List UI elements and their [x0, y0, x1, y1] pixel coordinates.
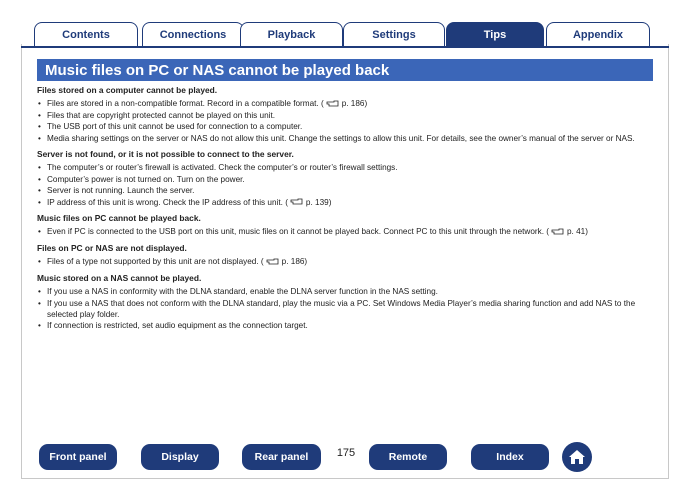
list-item: • The USB port of this unit cannot be used for connection to a computer. — [37, 121, 657, 132]
section-heading: Files on PC or NAS are not displayed. — [37, 242, 187, 253]
list-item: • If you use a NAS in conformity with the DLNA standard, enable the DLNA server function in the NAS setting. — [37, 286, 657, 297]
list-item: • Media sharing settings on the server or NAS do not allow this unit. Change the settings to allow this unit. For details, see the owner’s manual of the server or NAS. — [37, 133, 657, 144]
bullet-list — [37, 226, 657, 237]
page-reference-link[interactable]: ( p. 186) — [320, 99, 368, 109]
section-heading: Server is not found, or it is not possible to connect to the server. — [37, 149, 294, 160]
tab-tips[interactable]: Tips — [446, 22, 544, 46]
list-item: • If you use a NAS that does not conform with the DLNA standard, play the music via a PC. Set Windows Media Player’s media sharing function and add NAS to the selected play folder. — [37, 298, 657, 321]
remote-button[interactable]: Remote — [369, 444, 447, 470]
pointing-hand-icon — [326, 100, 340, 107]
pointing-hand-icon — [266, 258, 280, 265]
list-item: • Files are stored in a non-compatible format. Record in a compatible format. ( p. 186) — [37, 98, 657, 109]
display-button[interactable]: Display — [141, 444, 219, 470]
tab-bar — [34, 22, 656, 48]
bullet-list — [37, 256, 657, 267]
rear-panel-button[interactable]: Rear panel — [242, 444, 321, 470]
tab-underline — [21, 46, 669, 48]
content — [37, 85, 657, 337]
index-button[interactable]: Index — [471, 444, 549, 470]
list-item: • Even if PC is connected to the USB port on this unit, music files on it cannot be played back. Connect PC to this unit through the network. ( p. 41) — [37, 226, 657, 237]
bullet-list — [37, 98, 657, 144]
tab-contents[interactable]: Contents — [34, 22, 138, 46]
bullet-list — [37, 286, 657, 332]
page-title: Music files on PC or NAS cannot be played back — [37, 59, 653, 81]
section-heading: Music stored on a NAS cannot be played. — [37, 272, 202, 283]
section-heading: Music files on PC cannot be played back. — [37, 213, 201, 224]
tab-playback[interactable]: Playback — [240, 22, 343, 46]
list-item: • IP address of this unit is wrong. Check the IP address of this unit. ( p. 139) — [37, 197, 657, 208]
list-item: • Files that are copyright protected cannot be played on this unit. — [37, 110, 657, 121]
page-reference-link[interactable]: ( p. 139) — [285, 197, 332, 207]
tab-settings[interactable]: Settings — [343, 22, 445, 46]
section-heading: Files stored on a computer cannot be played. — [37, 85, 218, 95]
page-reference-link[interactable]: ( p. 186) — [260, 257, 308, 267]
home-icon — [568, 449, 586, 465]
bullet-list — [37, 162, 657, 208]
tab-connections[interactable]: Connections — [142, 22, 244, 46]
front-panel-button[interactable]: Front panel — [39, 444, 117, 470]
page-number: 175 — [336, 447, 356, 459]
list-item: • The computer’s or router’s firewall is activated. Check the computer’s or router’s firewall settings. — [37, 162, 657, 173]
list-item: • Server is not running. Launch the server. — [37, 185, 657, 196]
pointing-hand-icon — [290, 198, 304, 205]
tab-appendix[interactable]: Appendix — [546, 22, 650, 46]
list-item: • Computer’s power is not turned on. Turn on the power. — [37, 174, 657, 185]
pointing-hand-icon — [551, 228, 565, 235]
list-item: • If connection is restricted, set audio equipment as the connection target. — [37, 320, 657, 331]
page-reference-link[interactable]: ( p. 41) — [546, 227, 588, 237]
home-button[interactable] — [562, 442, 592, 472]
list-item: • Files of a type not supported by this unit are not displayed. ( p. 186) — [37, 256, 657, 267]
